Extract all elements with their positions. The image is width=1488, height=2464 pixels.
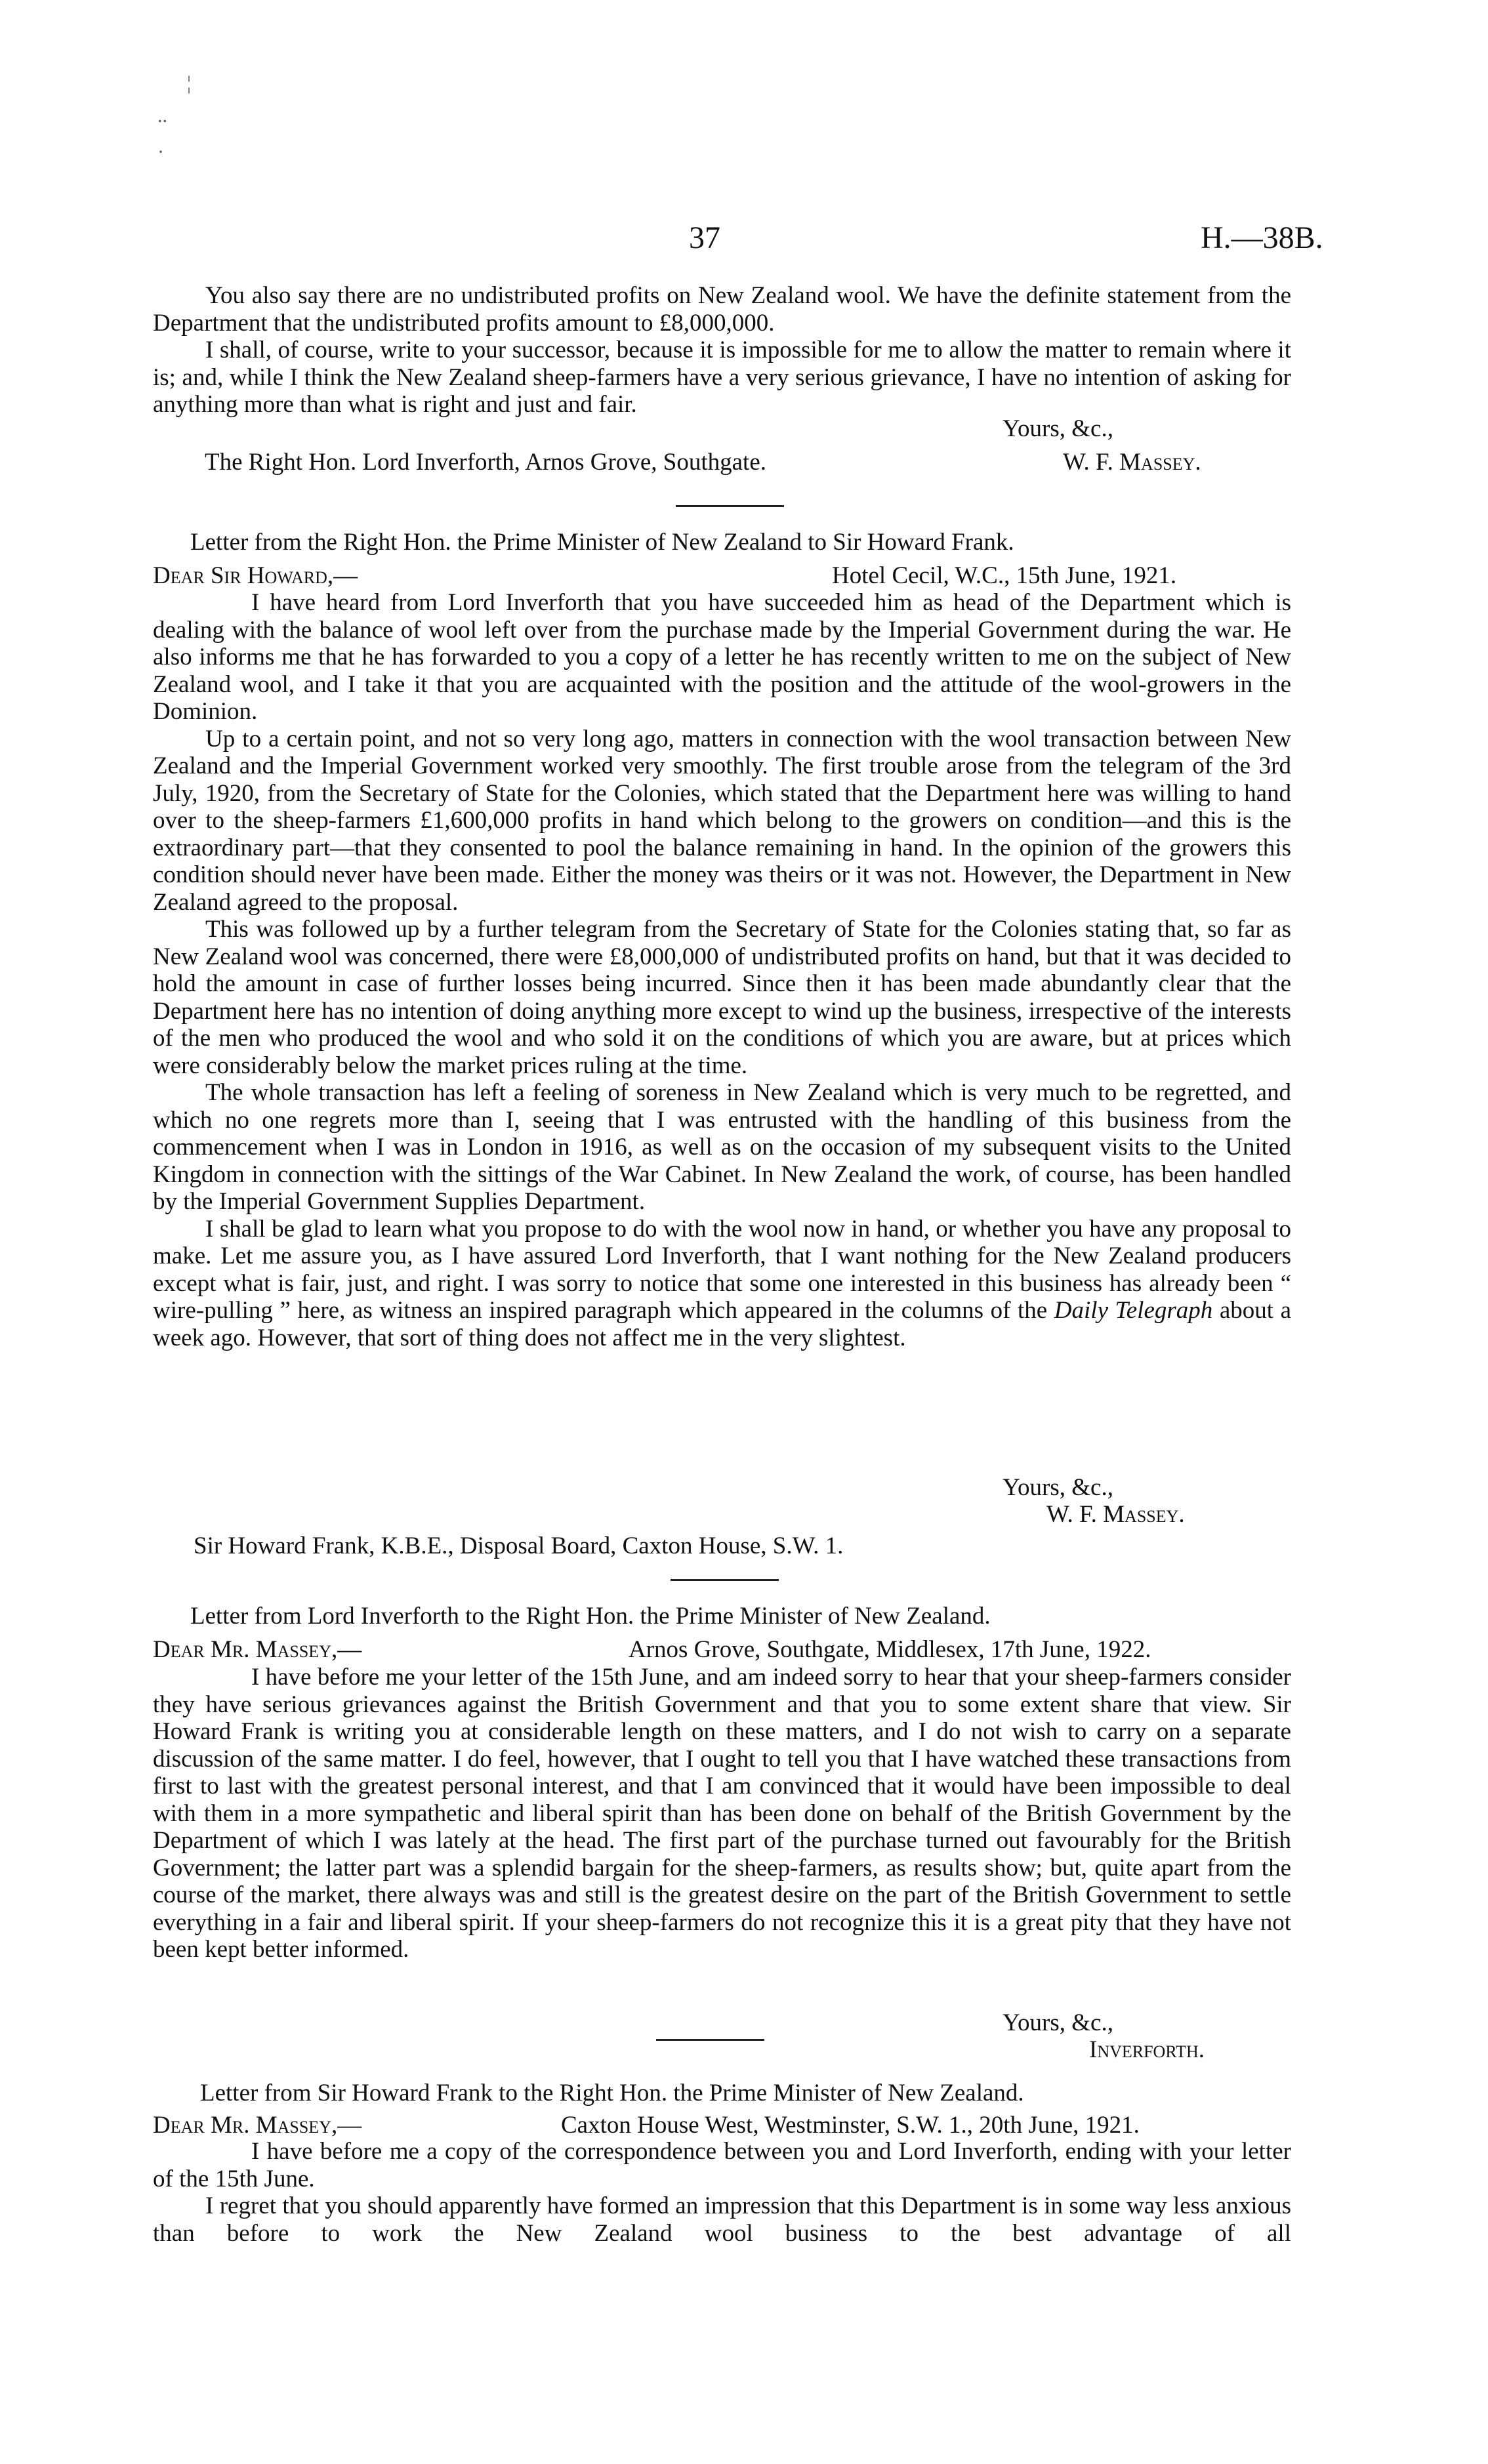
paragraph: I have heard from Lord Inverforth that you have succeeded him as head of the Department which is dealing with the balance of wool left over from the purchase made by the Imperial Government during the war. He also informs me that he has forwarded to you a copy of a letter he has recently written to me on the subject of New Zealand wool, and I take it that you are acquainted with the position and the attitude of the wool-growers in the Dominion. bbox=[153, 589, 1291, 725]
signature: W. F. Massey. bbox=[1046, 1501, 1185, 1528]
letter2-body bbox=[153, 589, 1291, 1351]
divider bbox=[656, 2039, 764, 2041]
addressee: The Right Hon. Lord Inverforth, Arnos Grove, Southgate. bbox=[205, 449, 766, 476]
margin-mark: · bbox=[157, 141, 164, 163]
address-date: Hotel Cecil, W.C., 15th June, 1921. bbox=[832, 562, 1177, 589]
margin-mark: .. bbox=[157, 105, 167, 127]
divider bbox=[671, 1579, 779, 1581]
paragraph: This was followed up by a further telegram from the Secretary of State for the Colonies stating that, so far as New Zealand wool was concerned, there were £8,000,000 of undistributed profits on hand, but that it was decided to hold the amount in case of further losses being incurred. Since then it has been made abundantly clear that the Department here has no intention of doing anything more except to wind up the business, irrespective of the interests of the men who produced the wool and who sold it on the conditions of which you are aware, but at prices which were considerably below the market prices ruling at the time. bbox=[153, 916, 1291, 1079]
page-number: 37 bbox=[689, 220, 720, 255]
closing: Yours, &c., bbox=[1002, 1474, 1113, 1501]
newspaper-name: Daily Telegraph bbox=[1054, 1297, 1213, 1324]
letter1-body bbox=[153, 282, 1291, 419]
letter4-body bbox=[153, 2138, 1291, 2247]
paragraph: I have before me a copy of the correspondence between you and Lord Inverforth, ending with your letter of the 15th June. bbox=[153, 2138, 1291, 2192]
salutation: Dear Mr. Massey,— bbox=[153, 1636, 362, 1663]
salutation: Dear Mr. Massey,— bbox=[153, 2112, 362, 2139]
paragraph: You also say there are no undistributed profits on New Zealand wool. We have the definite statement from the Department that the undistributed profits amount to £8,000,000. bbox=[153, 282, 1291, 337]
closing: Yours, &c., bbox=[1002, 415, 1113, 442]
addressee: Sir Howard Frank, K.B.E., Disposal Board, Caxton House, S.W. 1. bbox=[194, 1532, 844, 1559]
salutation: Dear Sir Howard,— bbox=[153, 562, 358, 589]
letter-title: Letter from Lord Inverforth to the Right Hon. the Prime Minister of New Zealand. bbox=[190, 1603, 991, 1630]
paragraph: I shall, of course, write to your successor, because it is impossible for me to allow the matter to remain where it is; and, while I think the New Zealand sheep-farmers have a very serious grievance, I have no intention of asking for anything more than what is right and just and fair. bbox=[153, 337, 1291, 418]
paragraph: Up to a certain point, and not so very long ago, matters in connection with the wool transaction between New Zealand and the Imperial Government worked very smoothly. The first trouble arose from the telegram of the 3rd July, 1920, from the Secretary of State for the Colonies, which stated that the Department here was willing to hand over to the sheep-farmers £1,600,000 profits in hand which belong to the growers on condition—and this is the extraordinary part—that they consented to pool the balance remaining in hand. In the opinion of the growers this condition should never have been made. Either the money was theirs or it was not. However, the Department in New Zealand agreed to the proposal. bbox=[153, 725, 1291, 916]
closing: Yours, &c., bbox=[1002, 2009, 1113, 2036]
address-date: Caxton House West, Westminster, S.W. 1., 20th June, 1921. bbox=[561, 2112, 1140, 2139]
letter-title: Letter from Sir Howard Frank to the Right Hon. the Prime Minister of New Zealand. bbox=[200, 2080, 1024, 2106]
margin-mark: ¦ bbox=[187, 72, 192, 94]
document-reference: H.—38B. bbox=[1201, 220, 1323, 255]
signature: W. F. Massey. bbox=[1063, 449, 1201, 476]
paragraph-text: about a week ago. However, that sort of thing does not affect me in the very slightest. bbox=[153, 1297, 1292, 1351]
paragraph-text: I shall be glad to learn what you propose to do with the wool now in hand, or whether you have any proposal to make. Let me assure you, as I have assured Lord Inverforth, that I want nothing for the New Zealand producers except what is fair, just, and right. I was sorry to notice that some one interested in this business has already been “ wire-pulling ” here, as witness an inspired paragraph which appeared in the columns of the bbox=[153, 1215, 1291, 1324]
divider bbox=[676, 505, 784, 507]
paragraph: I regret that you should apparently have formed an impression that this Department is in some way less anxious than before to work the New Zealand wool business to the best advantage of all bbox=[153, 2192, 1291, 2247]
paragraph: The whole transaction has left a feeling of soreness in New Zealand which is very much to be regretted, and which no one regrets more than I, seeing that I was entrusted with the handling of this business from the commencement when I was in London in 1916, as well as on the occasion of my subsequent visits to the United Kingdom in connection with the sittings of the War Cabinet. In New Zealand the work, of course, has been handled by the Imperial Government Supplies Department. bbox=[153, 1079, 1291, 1215]
paragraph: I have before me your letter of the 15th June, and am indeed sorry to hear that your sheep-farmers consider they have serious grievances against the British Government and that you to some extent share that view. Sir Howard Frank is writing you at considerable length on these matters, and I do not wish to carry on a separate discussion of the same matter. I do feel, however, that I ought to tell you that I have watched these transactions from first to last with the greatest personal interest, and that I am convinced that it would have been impossible to deal with them in a more sympathetic and liberal spirit than has been done on behalf of the British Government by the Department of which I was lately at the head. The first part of the purchase turned out favourably for the British Government; the latter part was a splendid bargain for the sheep-farmers, as results show; but, quite apart from the course of the market, there always was and still is the greatest desire on the part of the British Government to settle everything in a fair and liberal spirit. If your sheep-farmers do not recognize this it is a great pity that they have not been kept better informed. bbox=[153, 1664, 1291, 1963]
letter-title: Letter from the Right Hon. the Prime Minister of New Zealand to Sir Howard Frank. bbox=[190, 529, 1014, 556]
letter3-body bbox=[153, 1664, 1291, 1963]
signature: Inverforth. bbox=[1089, 2036, 1205, 2063]
address-date: Arnos Grove, Southgate, Middlesex, 17th June, 1922. bbox=[629, 1636, 1151, 1663]
paragraph bbox=[153, 1216, 1291, 1352]
